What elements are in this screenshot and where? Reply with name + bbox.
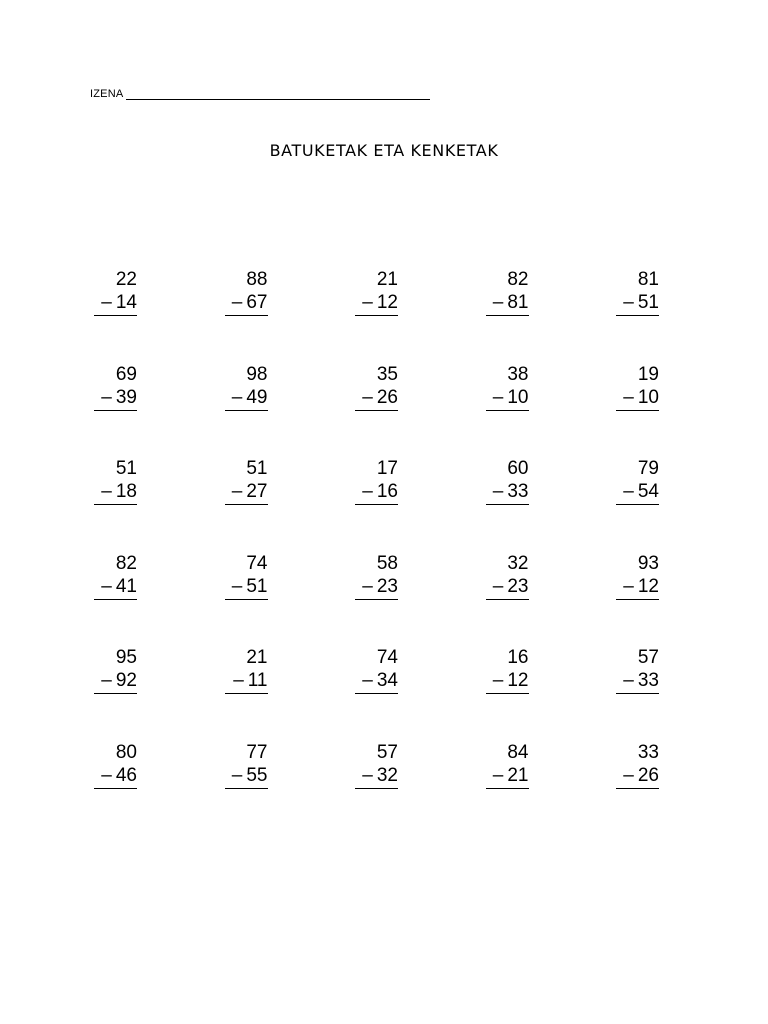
- minuend: 21: [246, 647, 268, 668]
- subtrahend: 39: [115, 386, 137, 408]
- minus-sign: –: [231, 575, 243, 597]
- subtrahend: 67: [246, 292, 268, 313]
- subtrahend: 51: [637, 292, 659, 313]
- subtrahend: 81: [507, 292, 529, 313]
- subtrahend: 41: [115, 575, 137, 597]
- minus-sign: –: [231, 764, 243, 786]
- subtraction-problem: [94, 552, 137, 647]
- minus-sign: –: [233, 670, 244, 691]
- subtrahend-row: [355, 386, 398, 409]
- page-title: BATUKETAK ETA KENKETAK: [269, 141, 499, 160]
- answer-line[interactable]: [94, 504, 137, 505]
- subtrahend-row: [486, 386, 529, 409]
- subtrahend: 12: [376, 292, 398, 313]
- subtrahend-row: [486, 480, 529, 503]
- subtrahend-row: [616, 480, 659, 503]
- answer-line[interactable]: [225, 315, 268, 316]
- answer-line[interactable]: [616, 504, 659, 505]
- minuend: 69: [115, 363, 137, 385]
- subtrahend: 55: [246, 764, 268, 786]
- minuend: 95: [115, 647, 137, 668]
- subtrahend: 49: [246, 386, 268, 408]
- minuend: 51: [115, 458, 137, 479]
- subtrahend-row: [616, 764, 659, 787]
- minus-sign: –: [623, 575, 634, 597]
- subtraction-problem: [94, 646, 137, 741]
- subtrahend: 18: [115, 481, 137, 502]
- subtrahend: 54: [637, 481, 659, 502]
- minus-sign: –: [362, 481, 373, 502]
- minus-sign: –: [492, 292, 504, 313]
- subtrahend-row: [225, 386, 268, 409]
- subtraction-problem: [225, 741, 268, 836]
- answer-line[interactable]: [486, 410, 529, 411]
- subtrahend: 26: [637, 764, 659, 786]
- subtrahend-row: [486, 764, 529, 787]
- subtrahend-row: [94, 291, 137, 314]
- minus-sign: –: [492, 481, 504, 502]
- subtrahend-row: [225, 291, 268, 314]
- answer-line[interactable]: [486, 504, 529, 505]
- subtraction-problem: [94, 741, 137, 836]
- minus-sign: –: [362, 386, 373, 408]
- subtrahend-row: [94, 669, 137, 692]
- minus-sign: –: [101, 292, 112, 313]
- answer-line[interactable]: [355, 504, 398, 505]
- subtraction-problem: [355, 268, 398, 363]
- subtrahend-row: [486, 291, 529, 314]
- minus-sign: –: [623, 292, 634, 313]
- subtraction-problem: [616, 363, 659, 458]
- minus-sign: –: [101, 481, 112, 502]
- subtrahend: 14: [115, 292, 137, 313]
- subtrahend-row: [225, 575, 268, 598]
- subtrahend-row: [355, 480, 398, 503]
- subtrahend-row: [616, 386, 659, 409]
- minuend: 22: [115, 269, 137, 290]
- minuend: 32: [507, 552, 529, 574]
- minus-sign: –: [101, 386, 112, 408]
- answer-line[interactable]: [225, 410, 268, 411]
- subtrahend-row: [94, 386, 137, 409]
- subtrahend: 26: [376, 386, 398, 408]
- subtrahend: 46: [115, 764, 137, 786]
- minuend: 93: [637, 552, 659, 574]
- answer-line[interactable]: [94, 599, 137, 600]
- subtrahend-row: [94, 480, 137, 503]
- minuend: 81: [637, 269, 659, 290]
- subtraction-problem: [355, 457, 398, 552]
- subtraction-problem: [616, 457, 659, 552]
- subtraction-problem: [616, 268, 659, 363]
- subtraction-problem: [225, 268, 268, 363]
- minuend: 88: [246, 269, 268, 290]
- minus-sign: –: [492, 386, 504, 408]
- subtrahend-row: [355, 291, 398, 314]
- subtraction-problem: [94, 268, 137, 363]
- answer-line[interactable]: [94, 788, 137, 789]
- minuend: 35: [376, 363, 398, 385]
- minus-sign: –: [231, 481, 243, 502]
- minuend: 82: [115, 552, 137, 574]
- subtraction-problem: [355, 363, 398, 458]
- answer-line[interactable]: [486, 599, 529, 600]
- answer-line[interactable]: [355, 693, 398, 694]
- minuend: 16: [507, 647, 529, 668]
- minuend: 98: [246, 363, 268, 385]
- minuend: 77: [246, 741, 268, 763]
- subtrahend-row: [616, 291, 659, 314]
- answer-line[interactable]: [355, 788, 398, 789]
- subtraction-problem: [486, 268, 529, 363]
- subtrahend: 23: [507, 575, 529, 597]
- minuend: 33: [637, 741, 659, 763]
- subtrahend-row: [225, 764, 268, 787]
- subtrahend-row: [225, 669, 268, 692]
- subtrahend: 33: [637, 670, 659, 691]
- minuend: 51: [246, 458, 268, 479]
- subtrahend: 10: [507, 386, 529, 408]
- minus-sign: –: [231, 292, 243, 313]
- answer-line[interactable]: [616, 599, 659, 600]
- minus-sign: –: [101, 670, 112, 691]
- subtraction-problem: [616, 552, 659, 647]
- minuend: 82: [507, 269, 529, 290]
- subtrahend: 33: [507, 481, 529, 502]
- subtrahend: 10: [637, 386, 659, 408]
- minuend: 84: [507, 741, 529, 763]
- subtrahend: 92: [115, 670, 137, 691]
- subtrahend-row: [616, 575, 659, 598]
- answer-line[interactable]: [225, 599, 268, 600]
- minuend: 17: [376, 458, 398, 479]
- answer-line[interactable]: [225, 788, 268, 789]
- minus-sign: –: [623, 764, 634, 786]
- minus-sign: –: [101, 764, 112, 786]
- answer-line[interactable]: [355, 410, 398, 411]
- subtraction-problem: [355, 552, 398, 647]
- answer-line[interactable]: [94, 410, 137, 411]
- subtrahend: 16: [376, 481, 398, 502]
- subtrahend-row: [355, 575, 398, 598]
- minus-sign: –: [362, 670, 373, 691]
- minuend: 79: [637, 458, 659, 479]
- subtraction-problem: [355, 646, 398, 741]
- minus-sign: –: [492, 575, 504, 597]
- problem-grid: [94, 268, 659, 835]
- subtraction-problem: [616, 646, 659, 741]
- minus-sign: –: [623, 481, 634, 502]
- subtrahend-row: [616, 669, 659, 692]
- subtrahend: 51: [246, 575, 268, 597]
- subtrahend-row: [355, 669, 398, 692]
- minus-sign: –: [492, 670, 504, 691]
- minuend: 74: [376, 647, 398, 668]
- subtrahend: 23: [376, 575, 398, 597]
- subtrahend: 34: [376, 670, 398, 691]
- name-field[interactable]: [90, 88, 430, 100]
- minus-sign: –: [101, 575, 112, 597]
- subtraction-problem: [225, 457, 268, 552]
- subtrahend-row: [225, 480, 268, 503]
- subtrahend-row: [486, 575, 529, 598]
- subtrahend: 11: [247, 670, 268, 691]
- subtrahend: 27: [246, 481, 268, 502]
- subtraction-problem: [94, 363, 137, 458]
- answer-line[interactable]: [486, 315, 529, 316]
- minus-sign: –: [362, 292, 373, 313]
- answer-line[interactable]: [616, 693, 659, 694]
- minuend: 19: [637, 363, 659, 385]
- subtraction-problem: [355, 741, 398, 836]
- subtraction-problem: [616, 741, 659, 836]
- minuend: 74: [246, 552, 268, 574]
- answer-line[interactable]: [616, 410, 659, 411]
- answer-line[interactable]: [225, 504, 268, 505]
- subtraction-problem: [486, 363, 529, 458]
- subtraction-problem: [486, 646, 529, 741]
- subtraction-problem: [94, 457, 137, 552]
- minus-sign: –: [231, 386, 243, 408]
- answer-line[interactable]: [616, 315, 659, 316]
- minus-sign: –: [362, 764, 373, 786]
- minus-sign: –: [492, 764, 504, 786]
- subtraction-problem: [486, 741, 529, 836]
- minuend: 58: [376, 552, 398, 574]
- answer-line[interactable]: [225, 693, 268, 694]
- subtrahend-row: [486, 669, 529, 692]
- subtrahend-row: [355, 764, 398, 787]
- subtraction-problem: [486, 552, 529, 647]
- subtraction-problem: [225, 646, 268, 741]
- subtraction-problem: [225, 552, 268, 647]
- answer-line[interactable]: [355, 315, 398, 316]
- subtraction-problem: [225, 363, 268, 458]
- answer-line[interactable]: [94, 693, 137, 694]
- minus-sign: –: [362, 575, 373, 597]
- minus-sign: –: [623, 670, 634, 691]
- minuend: 60: [507, 458, 529, 479]
- name-blank-line[interactable]: [126, 89, 430, 100]
- minuend: 80: [115, 741, 137, 763]
- answer-line[interactable]: [486, 788, 529, 789]
- answer-line[interactable]: [616, 788, 659, 789]
- subtrahend: 12: [637, 575, 659, 597]
- subtrahend-row: [94, 575, 137, 598]
- minuend: 57: [637, 647, 659, 668]
- subtrahend: 32: [376, 764, 398, 786]
- minuend: 57: [376, 741, 398, 763]
- subtrahend-row: [94, 764, 137, 787]
- minus-sign: –: [623, 386, 634, 408]
- minuend: 38: [507, 363, 529, 385]
- subtrahend: 21: [507, 764, 529, 786]
- subtraction-problem: [486, 457, 529, 552]
- name-label: IZENA: [90, 88, 124, 100]
- answer-line[interactable]: [486, 693, 529, 694]
- answer-line[interactable]: [94, 315, 137, 316]
- answer-line[interactable]: [355, 599, 398, 600]
- minuend: 21: [376, 269, 398, 290]
- subtrahend: 12: [507, 670, 529, 691]
